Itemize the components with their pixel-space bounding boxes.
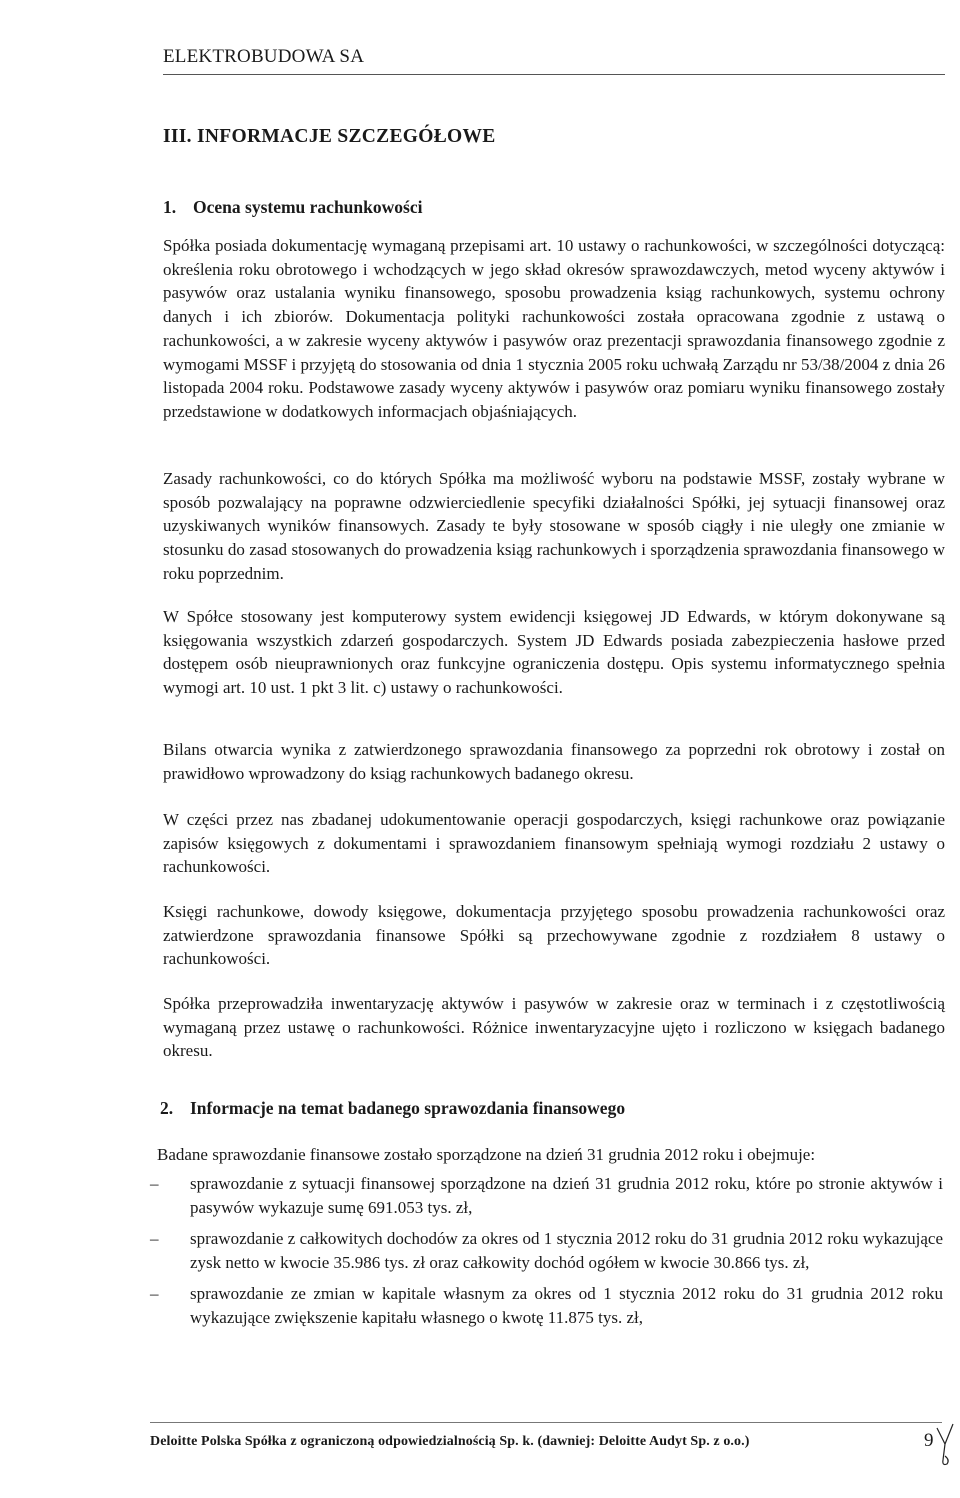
statement-list bbox=[150, 1172, 943, 1337]
subsection-2-heading bbox=[160, 1098, 625, 1119]
company-header: ELEKTROBUDOWA SA bbox=[163, 46, 945, 75]
bullet-dash: – bbox=[150, 1229, 159, 1248]
subsection-2-number: 2. bbox=[160, 1098, 174, 1118]
subsection-2-title: Informacje na temat badanego sprawozdania finansowego bbox=[190, 1098, 626, 1118]
list-item bbox=[150, 1227, 943, 1274]
paragraph: W Spółce stosowany jest komputerowy system ewidencji księgowej JD Edwards, w którym dokonywane są księgowania wszystkich zdarzeń gospodarczych. System JD Edwards posiada zabezpieczenia hasłowe przed dostępem osób nieuprawnionych oraz funkcyjne ograniczenia dostępu. Opis systemu informatycznego spełnia wymogi art. 10 ust. 1 pkt 3 lit. c) ustawy o rachunkowości. bbox=[163, 607, 945, 698]
subsection-1-title: Ocena systemu rachunkowości bbox=[193, 197, 423, 217]
list-item bbox=[150, 1172, 943, 1219]
handwritten-initials-icon bbox=[934, 1420, 956, 1470]
subsection-1-number: 1. bbox=[163, 197, 177, 217]
paragraph: Spółka posiada dokumentację wymaganą przepisami art. 10 ustawy o rachunkowości, w szczególności dotyczącą: określenia roku obrotowego i wchodzących w jego skład okresów sprawozdawczych, metod wyceny aktywów i pasywów oraz ustalania wyniku finansowego, sposobu prowadzenia ksiąg rachunkowych, systemu ochrony danych i ich zbiorów. Dokumentacja polityki rachunkowości została opracowana zgodnie z ustawą o rachunkowości, a w zakresie wyceny aktywów i pasywów oraz prezentacji sprawozdania finansowego zgodnie z wymogami MSSF i przyjętą do stosowania od dnia 1 stycznia 2005 roku uchwałą Zarządu nr 53/38/2004 z dnia 26 listopada 2004 roku. Podstawowe zasady wyceny aktywów i pasywów oraz pomiaru wyniku finansowego zostały przedstawione w dodatkowych informacjach objaśniających. bbox=[163, 236, 945, 421]
list-item bbox=[150, 1282, 943, 1329]
footer-divider bbox=[150, 1422, 942, 1423]
subsection-1-heading bbox=[163, 197, 422, 218]
paragraph: W części przez nas zbadanej udokumentowanie operacji gospodarczych, księgi rachunkowe oraz powiązanie zapisów księgowych z dokumentami i sprawozdaniem finansowym spełniają wymogi rozdziału 2 ustawy o rachunkowości. bbox=[163, 810, 945, 877]
section-title: III. INFORMACJE SZCZEGÓŁOWE bbox=[163, 126, 496, 147]
paragraph: Bilans otwarcia wynika z zatwierdzonego sprawozdania finansowego za poprzedni rok obrotowy i został on prawidłowo wprowadzony do ksiąg rachunkowych badanego okresu. bbox=[163, 740, 945, 783]
list-item-text: sprawozdanie z całkowitych dochodów za okres od 1 stycznia 2012 roku do 31 grudnia 2012 roku wykazujące zysk netto w kwocie 35.986 tys. zł oraz całkowity dochód ogółem w kwocie 30.866 tys. zł, bbox=[190, 1229, 943, 1272]
paragraph: Spółka przeprowadziła inwentaryzację aktywów i pasywów w zakresie oraz w terminach i z częstotliwością wymaganą przez ustawę o rachunkowości. Różnice inwentaryzacyjne ujęto i rozliczono w księgach badanego okresu. bbox=[163, 994, 945, 1061]
footer-firm: Deloitte Polska Spółka z ograniczoną odpowiedzialnością Sp. k. (dawniej: Deloitte Audyt Sp. z o.o.) bbox=[150, 1434, 750, 1449]
page-number: 9 bbox=[924, 1430, 934, 1451]
list-item-text: sprawozdanie z sytuacji finansowej sporządzone na dzień 31 grudnia 2012 roku, które po stronie aktywów i pasywów wykazuje sumę 691.053 tys. zł, bbox=[190, 1174, 943, 1217]
list-item-text: sprawozdanie ze zmian w kapitale własnym za okres od 1 stycznia 2012 roku do 31 grudnia 2012 roku wykazujące zwiększenie kapitału własnego o kwotę 11.875 tys. zł, bbox=[190, 1284, 943, 1327]
subsection-2-intro: Badane sprawozdanie finansowe zostało sporządzone na dzień 31 grudnia 2012 roku i obejmuje: bbox=[157, 1145, 816, 1164]
paragraph: Księgi rachunkowe, dowody księgowe, dokumentacja przyjętego sposobu prowadzenia rachunkowości oraz zatwierdzone sprawozdania finansowe Spółki są przechowywane zgodnie z rozdziałem 8 ustawy o rachunkowości. bbox=[163, 902, 945, 969]
bullet-dash: – bbox=[150, 1284, 159, 1303]
paragraph: Zasady rachunkowości, co do których Spółka ma możliwość wyboru na podstawie MSSF, zostały wybrane w sposób pozwalający na poprawne odzwierciedlenie specyfiki działalności Spółki, jej sytuacji finansowej oraz uzyskiwanych wyników finansowych. Zasady te były stosowane w sposób ciągły i nie uległy one zmianie w stosunku do zasad stosowanych do prowadzenia ksiąg rachunkowych i sporządzenia sprawozdania finansowego w roku poprzednim. bbox=[163, 469, 945, 583]
bullet-dash: – bbox=[150, 1174, 159, 1193]
